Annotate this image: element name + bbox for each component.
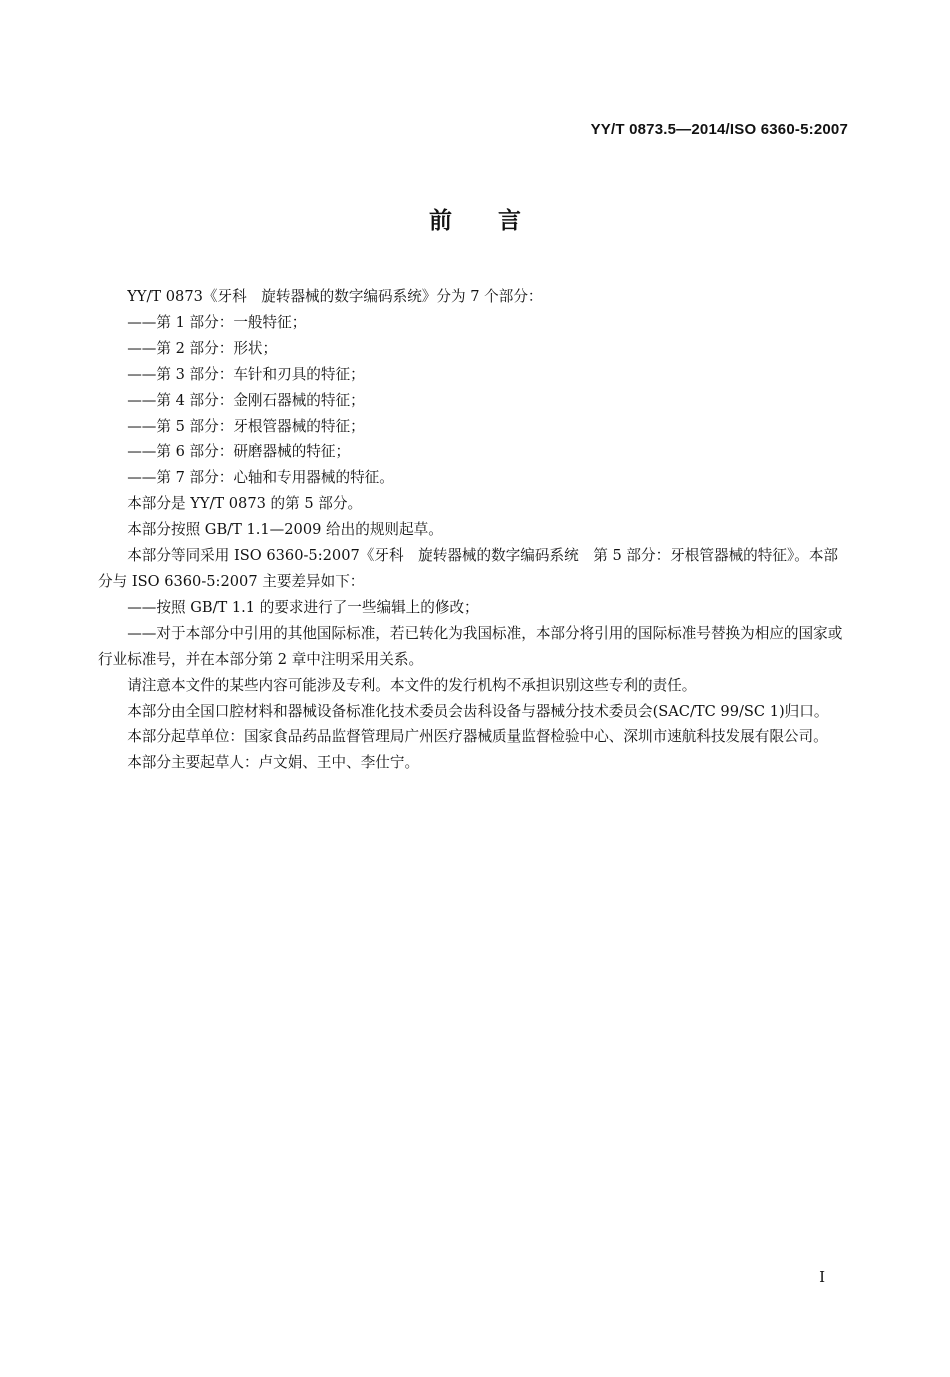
page-number: I: [819, 1268, 825, 1286]
paragraph-part-statement: 本部分是 YY/T 0873 的第 5 部分。: [127, 495, 363, 513]
list-item-part-3: ——第 3 部分：车针和刃具的特征；: [127, 365, 365, 383]
list-item-part-1: ——第 1 部分：一般特征；: [127, 313, 307, 331]
paragraph-drafters: 本部分主要起草人：卢文娟、王中、李仕宁。: [127, 754, 420, 772]
list-item-part-4: ——第 4 部分：金刚石器械的特征；: [127, 391, 365, 409]
list-item-difference-2: ——对于本部分中引用的其他国际标准，若已转化为我国标准，本部分将引用的国际标准号替换为相应的国家或行业标准号，并在本部分第 2 章中注明采用关系。: [98, 624, 843, 668]
list-item-part-6: ——第 6 部分：研磨器械的特征；: [127, 443, 351, 461]
standard-code: YY/T 0873.5—2014/ISO 6360-5:2007: [590, 121, 848, 138]
page-title: 前言: [429, 208, 567, 234]
paragraph-intro: YY/T 0873《牙科 旋转器械的数字编码系统》分为 7 个部分：: [127, 288, 543, 305]
paragraph-drafting-units: 本部分起草单位：国家食品药品监督管理局广州医疗器械质量监督检验中心、深圳市速航科技发展有限公司。: [127, 728, 828, 746]
paragraph-adoption: 本部分等同采用 ISO 6360-5:2007《牙科 旋转器械的数字编码系统 第 5 部分：牙根管器械的特征》。本部分与 ISO 6360-5:2007 主要差异如下：: [98, 547, 839, 590]
list-item-part-2: ——第 2 部分：形状；: [127, 339, 278, 357]
list-item-difference-1: ——按照 GB/T 1.1 的要求进行了一些编辑上的修改；: [127, 598, 479, 616]
paragraph-patent-notice: 请注意本文件的某些内容可能涉及专利。本文件的发行机构不承担识别这些专利的责任。: [127, 676, 697, 694]
list-item-part-5: ——第 5 部分：牙根管器械的特征；: [127, 417, 365, 435]
list-item-part-7: ——第 7 部分：心轴和专用器械的特征。: [127, 469, 394, 487]
paragraph-drafting-rules: 本部分按照 GB/T 1.1—2009 给出的规则起草。: [127, 521, 443, 539]
document-body: [98, 284, 848, 776]
paragraph-responsible-committee: 本部分由全国口腔材料和器械设备标准化技术委员会齿科设备与器械分技术委员会(SAC/TC 99/SC 1)归口。: [127, 702, 829, 720]
